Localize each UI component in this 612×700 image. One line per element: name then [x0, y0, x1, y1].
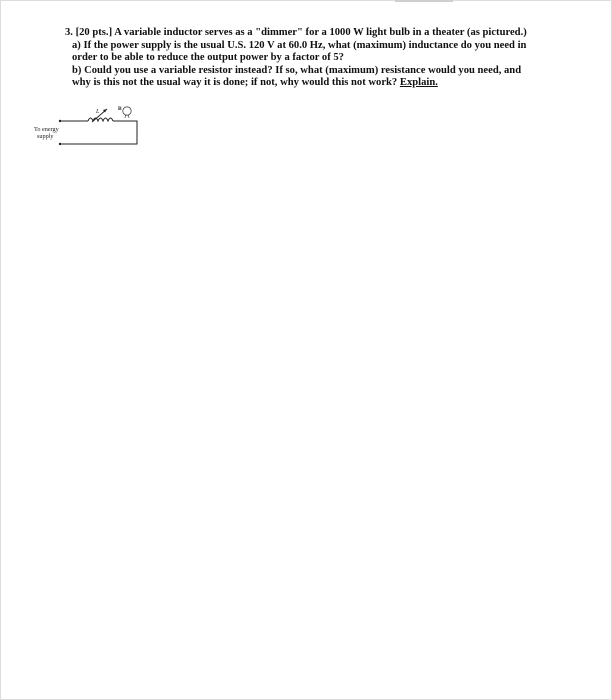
dimmer-circuit-diagram — [30, 100, 150, 152]
problem-intro: A variable inductor serves as a "dimmer" for a 1000 W light bulb in a theater (as pictured.) — [114, 27, 527, 38]
supply-label-line-2: supply — [37, 133, 54, 140]
return-wire — [60, 121, 137, 144]
problem-number: 3. — [65, 27, 73, 38]
part-b-line-1: b) Could you use a variable resistor instead? If so, what (maximum) resistance would you need, and — [72, 64, 522, 76]
part-b-question: why is this not the usual way it is done; if not, why would this not work? — [72, 77, 398, 89]
bulb-base-right — [129, 115, 130, 118]
part-b-line-2 — [65, 77, 565, 90]
page-edge-mark — [395, 0, 453, 2]
supply-label-line-1: To energy — [34, 126, 59, 133]
inductor-label: L — [96, 109, 100, 115]
problem-text — [65, 27, 565, 90]
terminal-top — [59, 120, 61, 122]
terminal-bottom — [59, 143, 61, 145]
inductor-coil — [88, 118, 113, 121]
problem-points: [20 pts.] — [75, 27, 113, 38]
explain-underlined: Explain. — [399, 77, 438, 89]
problem-intro-line — [65, 27, 565, 40]
part-a-line-2: order to be able to reduce the output power by a factor of 5? — [72, 52, 344, 64]
bulb-label: B — [118, 106, 122, 112]
bulb-base-left — [125, 115, 126, 118]
light-bulb-icon — [123, 107, 131, 115]
part-a-line-1: a) If the power supply is the usual U.S. 120 V at 60.0 Hz, what (maximum) inductance do you need in — [72, 39, 527, 51]
